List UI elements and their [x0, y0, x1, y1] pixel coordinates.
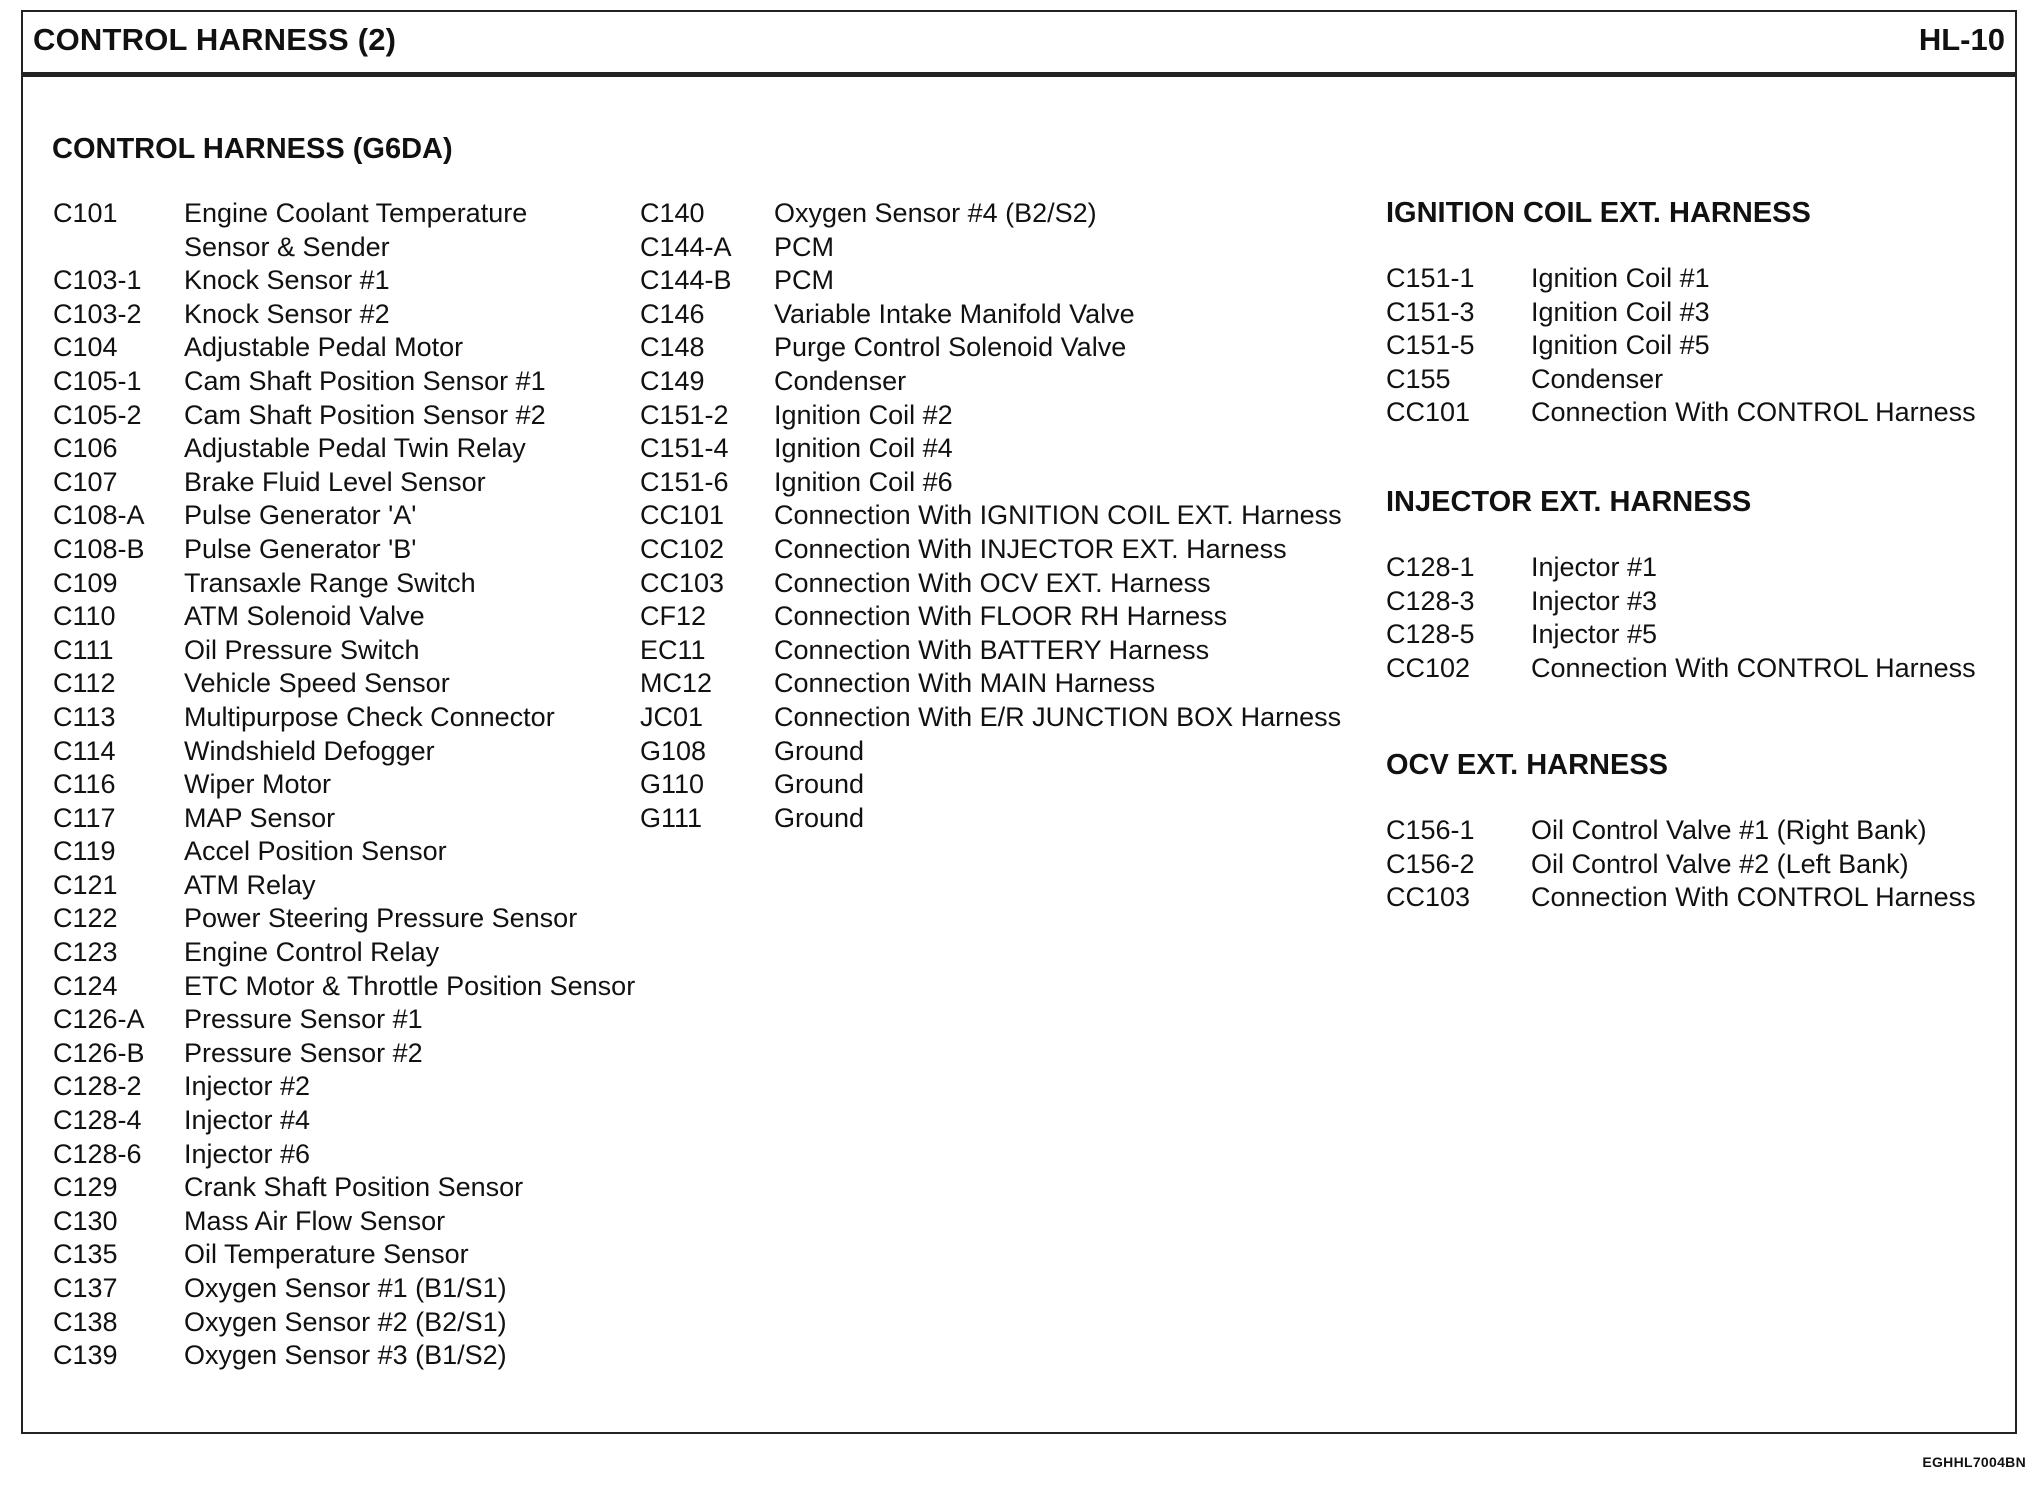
connector-desc: Adjustable Pedal Motor — [184, 332, 464, 363]
connector-code: G110 — [640, 769, 705, 800]
list-item — [53, 667, 653, 701]
connector-desc: Connection With FLOOR RH Harness — [774, 601, 1228, 632]
connector-desc: Ground — [774, 802, 865, 833]
connector-desc: Pressure Sensor #2 — [184, 1037, 423, 1068]
connector-code: C116 — [53, 769, 116, 800]
ocv-list — [1386, 814, 2006, 915]
list-item — [1386, 814, 2006, 848]
list-item — [53, 1238, 653, 1272]
connector-desc: PCM — [774, 265, 834, 296]
connector-desc: Oxygen Sensor #4 (B2/S2) — [774, 198, 1097, 228]
connector-code: C128-3 — [1386, 585, 1475, 616]
connector-code: C105-2 — [53, 399, 142, 430]
section-title-ocv: OCV EXT. HARNESS — [1386, 749, 1668, 781]
connector-code: C137 — [53, 1273, 118, 1303]
list-item — [53, 1306, 653, 1340]
list-item — [640, 499, 1360, 533]
connector-code: C108-B — [53, 533, 145, 564]
connector-desc: Adjustable Pedal Twin Relay — [184, 433, 526, 464]
connector-desc: Ignition Coil #2 — [774, 399, 953, 430]
page-code: HL-10 — [1918, 22, 2005, 57]
connector-code: C103-2 — [53, 298, 142, 329]
connector-desc: Oxygen Sensor #1 (B1/S1) — [184, 1273, 507, 1303]
list-item — [53, 802, 653, 836]
list-item — [53, 735, 653, 769]
connector-desc: Injector #2 — [184, 1071, 311, 1102]
connector-desc: Windshield Defogger — [184, 735, 435, 766]
connector-code: C151-4 — [640, 433, 729, 464]
list-item — [1386, 329, 2006, 363]
list-item — [53, 1339, 653, 1373]
connector-desc: Injector #3 — [1531, 585, 1658, 616]
connector-desc: Oil Control Valve #2 (Left Bank) — [1531, 848, 1909, 879]
list-item — [53, 399, 653, 433]
connector-code: C108-A — [53, 500, 145, 531]
connector-code: G108 — [640, 735, 707, 766]
connector-desc: Mass Air Flow Sensor — [184, 1205, 446, 1236]
list-item — [53, 1171, 653, 1205]
connector-code: C151-3 — [1386, 296, 1475, 327]
connector-code: C126-B — [53, 1037, 145, 1068]
ignition-coil-list — [1386, 262, 2006, 430]
list-item — [53, 768, 653, 802]
list-item — [640, 735, 1360, 769]
list-item — [640, 567, 1360, 601]
connector-code: C126-A — [53, 1004, 145, 1035]
connector-desc: Connection With CONTROL Harness — [1531, 652, 1976, 683]
list-item — [640, 197, 1360, 231]
connector-code: C107 — [53, 466, 118, 497]
list-item — [1386, 585, 2006, 619]
connector-code: CC101 — [1386, 397, 1471, 428]
connector-desc: Accel Position Sensor — [184, 836, 447, 867]
list-item — [53, 264, 653, 298]
connector-desc: Crank Shaft Position Sensor — [184, 1172, 524, 1203]
connector-desc: Connection With CONTROL Harness — [1531, 882, 1976, 913]
list-item — [53, 197, 653, 264]
connector-desc: Vehicle Speed Sensor — [184, 668, 450, 699]
connector-code: C113 — [53, 701, 116, 732]
connector-desc: Injector #6 — [184, 1138, 311, 1169]
connector-desc: Connection With E/R JUNCTION BOX Harness — [774, 701, 1342, 732]
list-item — [53, 466, 653, 500]
connector-code: C151-6 — [640, 466, 729, 497]
connector-desc: Oil Pressure Switch — [184, 634, 420, 665]
list-item — [1386, 396, 2006, 430]
section-title-control-harness: CONTROL HARNESS (G6DA) — [52, 133, 453, 165]
list-item — [53, 835, 653, 869]
connector-code: CF12 — [640, 601, 707, 632]
list-item — [640, 466, 1360, 500]
connector-desc: Variable Intake Manifold Valve — [774, 298, 1135, 329]
list-item — [53, 567, 653, 601]
connector-code: C135 — [53, 1239, 118, 1270]
list-item — [53, 1003, 653, 1037]
injector-list — [1386, 551, 2006, 685]
list-item — [53, 533, 653, 567]
connector-desc: Knock Sensor #2 — [184, 298, 390, 329]
section-title-injector: INJECTOR EXT. HARNESS — [1386, 486, 1752, 518]
connector-desc: Injector #1 — [1531, 552, 1658, 582]
connector-desc: Oil Temperature Sensor — [184, 1239, 469, 1270]
connector-desc: PCM — [774, 231, 834, 262]
connector-desc: Ignition Coil #4 — [774, 433, 953, 464]
list-item — [640, 667, 1360, 701]
list-item — [1386, 881, 2006, 915]
list-item — [53, 936, 653, 970]
list-item — [640, 802, 1360, 836]
connector-code: CC102 — [640, 533, 725, 564]
connector-code: C124 — [53, 970, 118, 1001]
image-code: EGHHL7004BN — [1922, 1454, 2026, 1470]
connector-code: C121 — [53, 869, 118, 900]
connector-code: G111 — [640, 802, 703, 833]
connector-code: C151-5 — [1386, 330, 1475, 361]
connector-desc: Connection With BATTERY Harness — [774, 634, 1210, 665]
connector-code: C144-A — [640, 231, 732, 262]
list-item — [53, 1272, 653, 1306]
connector-desc: Ground — [774, 735, 865, 766]
connector-code: C144-B — [640, 265, 732, 296]
connector-code: C130 — [53, 1205, 118, 1236]
connector-desc: Condenser — [1531, 363, 1664, 394]
connector-desc: Transaxle Range Switch — [184, 567, 476, 598]
list-item — [640, 264, 1360, 298]
control-harness-list-1 — [53, 197, 653, 1373]
connector-desc: MAP Sensor — [184, 802, 336, 833]
connector-desc: Ignition Coil #3 — [1531, 296, 1710, 327]
connector-desc: Connection With INJECTOR EXT. Harness — [774, 533, 1287, 564]
connector-desc: Engine Coolant Temperature Sensor & Sender — [184, 198, 528, 262]
list-item — [1386, 262, 2006, 296]
list-item — [640, 365, 1360, 399]
connector-desc: Connection With CONTROL Harness — [1531, 397, 1976, 428]
connector-code: C155 — [1386, 363, 1451, 394]
connector-code: C128-2 — [53, 1071, 142, 1102]
connector-desc: Condenser — [774, 365, 907, 396]
list-item — [1386, 848, 2006, 882]
connector-code: C140 — [640, 198, 705, 228]
connector-desc: Injector #4 — [184, 1105, 311, 1136]
connector-code: C138 — [53, 1306, 118, 1337]
list-item — [53, 902, 653, 936]
list-item — [640, 432, 1360, 466]
list-item — [53, 600, 653, 634]
connector-desc: Cam Shaft Position Sensor #1 — [184, 365, 546, 396]
connector-desc: Connection With MAIN Harness — [774, 668, 1156, 699]
connector-code: CC102 — [1386, 652, 1471, 683]
connector-desc: ATM Solenoid Valve — [184, 601, 425, 632]
connector-code: C128-1 — [1386, 552, 1475, 582]
connector-code: C119 — [53, 836, 116, 867]
connector-code: C123 — [53, 937, 118, 968]
list-item — [640, 701, 1360, 735]
connector-desc: Oil Control Valve #1 (Right Bank) — [1531, 815, 1927, 845]
connector-code: C105-1 — [53, 365, 142, 396]
connector-desc: Brake Fluid Level Sensor — [184, 466, 486, 497]
list-item — [640, 600, 1360, 634]
list-item — [1386, 652, 2006, 686]
connector-desc: Wiper Motor — [184, 769, 332, 800]
connector-code: C151-2 — [640, 399, 729, 430]
connector-desc: Knock Sensor #1 — [184, 265, 390, 296]
page-header — [23, 12, 2015, 77]
connector-desc: Ignition Coil #1 — [1531, 263, 1710, 293]
connector-desc: Pulse Generator 'B' — [184, 533, 417, 564]
list-item — [53, 499, 653, 533]
list-item — [53, 1037, 653, 1071]
connector-code: C156-2 — [1386, 848, 1475, 879]
connector-desc: Connection With OCV EXT. Harness — [774, 567, 1211, 598]
list-item — [53, 869, 653, 903]
connector-code: C128-4 — [53, 1105, 142, 1136]
connector-desc: Injector #5 — [1531, 619, 1658, 650]
connector-code: C112 — [53, 668, 116, 699]
list-item — [53, 1205, 653, 1239]
connector-code: C156-1 — [1386, 815, 1475, 845]
connector-code: CC103 — [1386, 882, 1471, 913]
connector-code: C111 — [53, 634, 114, 665]
list-item — [53, 970, 653, 1004]
connector-desc: Connection With IGNITION COIL EXT. Harness — [774, 500, 1342, 531]
connector-code: C128-5 — [1386, 619, 1475, 650]
list-item — [640, 231, 1360, 265]
connector-code: C128-6 — [53, 1138, 142, 1169]
list-item — [53, 1070, 653, 1104]
connector-desc: ATM Relay — [184, 869, 316, 900]
connector-code: C146 — [640, 298, 705, 329]
connector-desc: Power Steering Pressure Sensor — [184, 903, 578, 934]
connector-code: C114 — [53, 735, 116, 766]
connector-code: C110 — [53, 601, 116, 632]
connector-desc: Oxygen Sensor #2 (B2/S1) — [184, 1306, 507, 1337]
connector-code: MC12 — [640, 668, 713, 699]
connector-desc: Engine Control Relay — [184, 937, 440, 968]
connector-code: JC01 — [640, 701, 704, 732]
connector-code: C101 — [53, 198, 118, 228]
list-item — [53, 331, 653, 365]
list-item — [53, 298, 653, 332]
list-item — [640, 634, 1360, 668]
connector-code: EC11 — [640, 634, 706, 665]
connector-code: C103-1 — [53, 265, 142, 296]
connector-desc: ETC Motor & Throttle Position Sensor — [184, 970, 636, 1001]
list-item — [640, 331, 1360, 365]
list-item — [53, 1138, 653, 1172]
list-item — [640, 533, 1360, 567]
control-harness-list-2 — [640, 197, 1360, 835]
connector-desc: Cam Shaft Position Sensor #2 — [184, 399, 546, 430]
connector-code: C139 — [53, 1340, 118, 1371]
list-item — [1386, 618, 2006, 652]
connector-code: C149 — [640, 365, 705, 396]
connector-code: C117 — [53, 802, 116, 833]
connector-desc: Ground — [774, 769, 865, 800]
connector-code: C122 — [53, 903, 118, 934]
connector-desc: Ignition Coil #6 — [774, 466, 953, 497]
list-item — [53, 365, 653, 399]
connector-code: C129 — [53, 1172, 118, 1203]
list-item — [1386, 551, 2006, 585]
page-title: CONTROL HARNESS (2) — [33, 22, 397, 57]
list-item — [1386, 363, 2006, 397]
connector-code: C106 — [53, 433, 118, 464]
connector-code: CC103 — [640, 567, 725, 598]
connector-code: CC101 — [640, 500, 725, 531]
list-item — [640, 298, 1360, 332]
list-item — [53, 701, 653, 735]
list-item — [53, 634, 653, 668]
list-item — [53, 1104, 653, 1138]
connector-code: C148 — [640, 332, 705, 363]
list-item — [53, 432, 653, 466]
connector-desc: Pressure Sensor #1 — [184, 1004, 423, 1035]
connector-code: C104 — [53, 332, 118, 363]
section-title-ignition-coil: IGNITION COIL EXT. HARNESS — [1386, 197, 1811, 229]
list-item — [640, 768, 1360, 802]
connector-desc: Pulse Generator 'A' — [184, 500, 417, 531]
list-item — [640, 399, 1360, 433]
connector-code: C151-1 — [1386, 263, 1475, 293]
connector-desc: Ignition Coil #5 — [1531, 330, 1710, 361]
connector-desc: Purge Control Solenoid Valve — [774, 332, 1127, 363]
connector-code: C109 — [53, 567, 118, 598]
list-item — [1386, 296, 2006, 330]
connector-desc: Multipurpose Check Connector — [184, 701, 555, 732]
connector-desc: Oxygen Sensor #3 (B1/S2) — [184, 1340, 507, 1371]
